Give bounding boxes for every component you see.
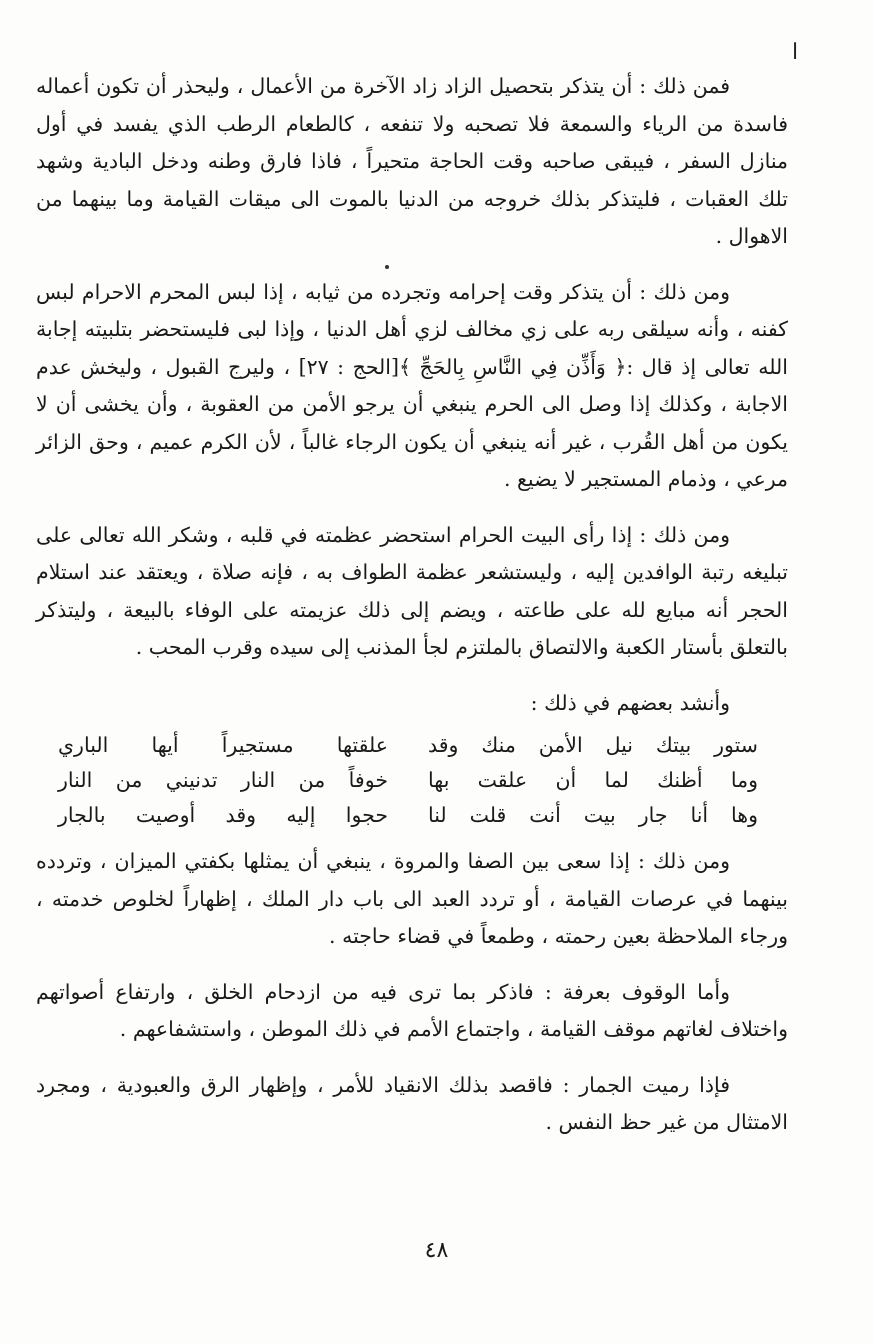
poem-hemistich-first: وما أظنك لما أن علقت بها: [428, 768, 758, 792]
paragraph-kaaba: ومن ذلك : إذا رأى البيت الحرام استحضر عظمته في قلبه ، وشكر الله تعالى على تبليغه رتبة الوافدين إليه ، وليستشعر عظمة الطواف به ، فإنه صلاة ، ويعتقد عند استلام الحجر أنه مبايع لله على طاعته ، ويضم إلى ذلك عزيمته على الوفاء بالبيعة ، وليتذكر بالتعلق بأستار الكعبة والالتصاق بالملتزم لجأ المذنب إلى سيده وقرب المحب .: [36, 522, 788, 659]
page-body: [36, 68, 788, 1160]
poem-hemistich-second: علقتها مستجيراً أيها الباري: [58, 733, 388, 757]
poem: [58, 728, 758, 833]
paragraph-arafah: وأما الوقوف بعرفة : فاذكر بما ترى فيه من ازدحام الخلق ، وارتفاع أصواتهم واختلاف لغاتهم موقف القيامة ، واجتماع الأمم في ذلك الموطن ، واستشفاعهم .: [36, 979, 788, 1041]
poem-verse: [58, 798, 758, 833]
poem-hemistich-second: خوفاً من النار تدنيني من النار: [58, 768, 388, 792]
poem-hemistich-second: حجوا إليه وقد أوصيت بالجار: [58, 803, 388, 827]
page-number: ٤٨: [424, 1238, 449, 1263]
poem-intro: وأنشد بعضهم في ذلك :: [530, 690, 730, 715]
corner-mark: ا: [792, 40, 799, 65]
poem-verse: [58, 728, 758, 763]
paragraph-jamarat: فإذا رميت الجمار : فاقصد بذلك الانقياد للأمر ، وإظهار الرق والعبودية ، ومجرد الامتثال من غير حظ النفس .: [36, 1072, 788, 1134]
poem-verse: [58, 763, 758, 798]
paragraph-ihram: ومن ذلك : أن يتذكر وقت إحرامه وتجرده من ثيابه ، إذا لبس المحرم الاحرام لبس كفنه ، وأنه سيلقى ربه على زي مخالف لزي أهل الدنيا ، وإذا لبى فليستحضر بتلبيته إجابة الله تعالى إذ قال :﴿ وَأَذِّن فِي النَّاسِ بِالحَجِّ ﴾[الحج : ٢٧] ، وليرج القبول ، وليخش عدم الاجابة ، وكذلك إذا وصل الى الحرم ينبغي أن يرجو الأمن من العقوبة ، وأن يخشى أن لا يكون من أهل القُرب ، غير أنه ينبغي أن يكون الرجاء غالباً ، لأن الكرم عميم ، وحق الزائر مرعي ، وذمام المستجير لا يضيع .: [36, 279, 788, 491]
paragraph-safa-marwa: ومن ذلك : إذا سعى بين الصفا والمروة ، ينبغي أن يمثلها بكفتي الميزان ، وتردده بينهما في عرصات القيامة ، أو تردد العبد الى باب دار الملك ، إظهاراً لخلوص خدمته ، ورجاء الملاحظة بعين رحمته ، وطمعاً في قضاء حاجته .: [36, 849, 788, 948]
poem-hemistich-first: وها أنا جار بيت أنت قلت لنا: [428, 803, 758, 827]
poem-hemistich-first: ستور بيتك نيل الأمن منك وقد: [428, 733, 758, 757]
paragraph-provisions: فمن ذلك : أن يتذكر بتحصيل الزاد زاد الآخرة من الأعمال ، وليحذر أن تكون أعماله فاسدة من الرياء والسمعة فلا تصحبه ولا تنفعه ، كالطعام الرطب الذي يفسد في أول منازل السفر ، فيبقى صاحبه وقت الحاجة متحيراً ، فاذا فارق وطنه ودخل البادية وشهد تلك العقبات ، فليتذكر بذلك خروجه من الدنيا بالموت الى ميقات القيامة وما بينهما من الاهوال .: [36, 74, 788, 248]
